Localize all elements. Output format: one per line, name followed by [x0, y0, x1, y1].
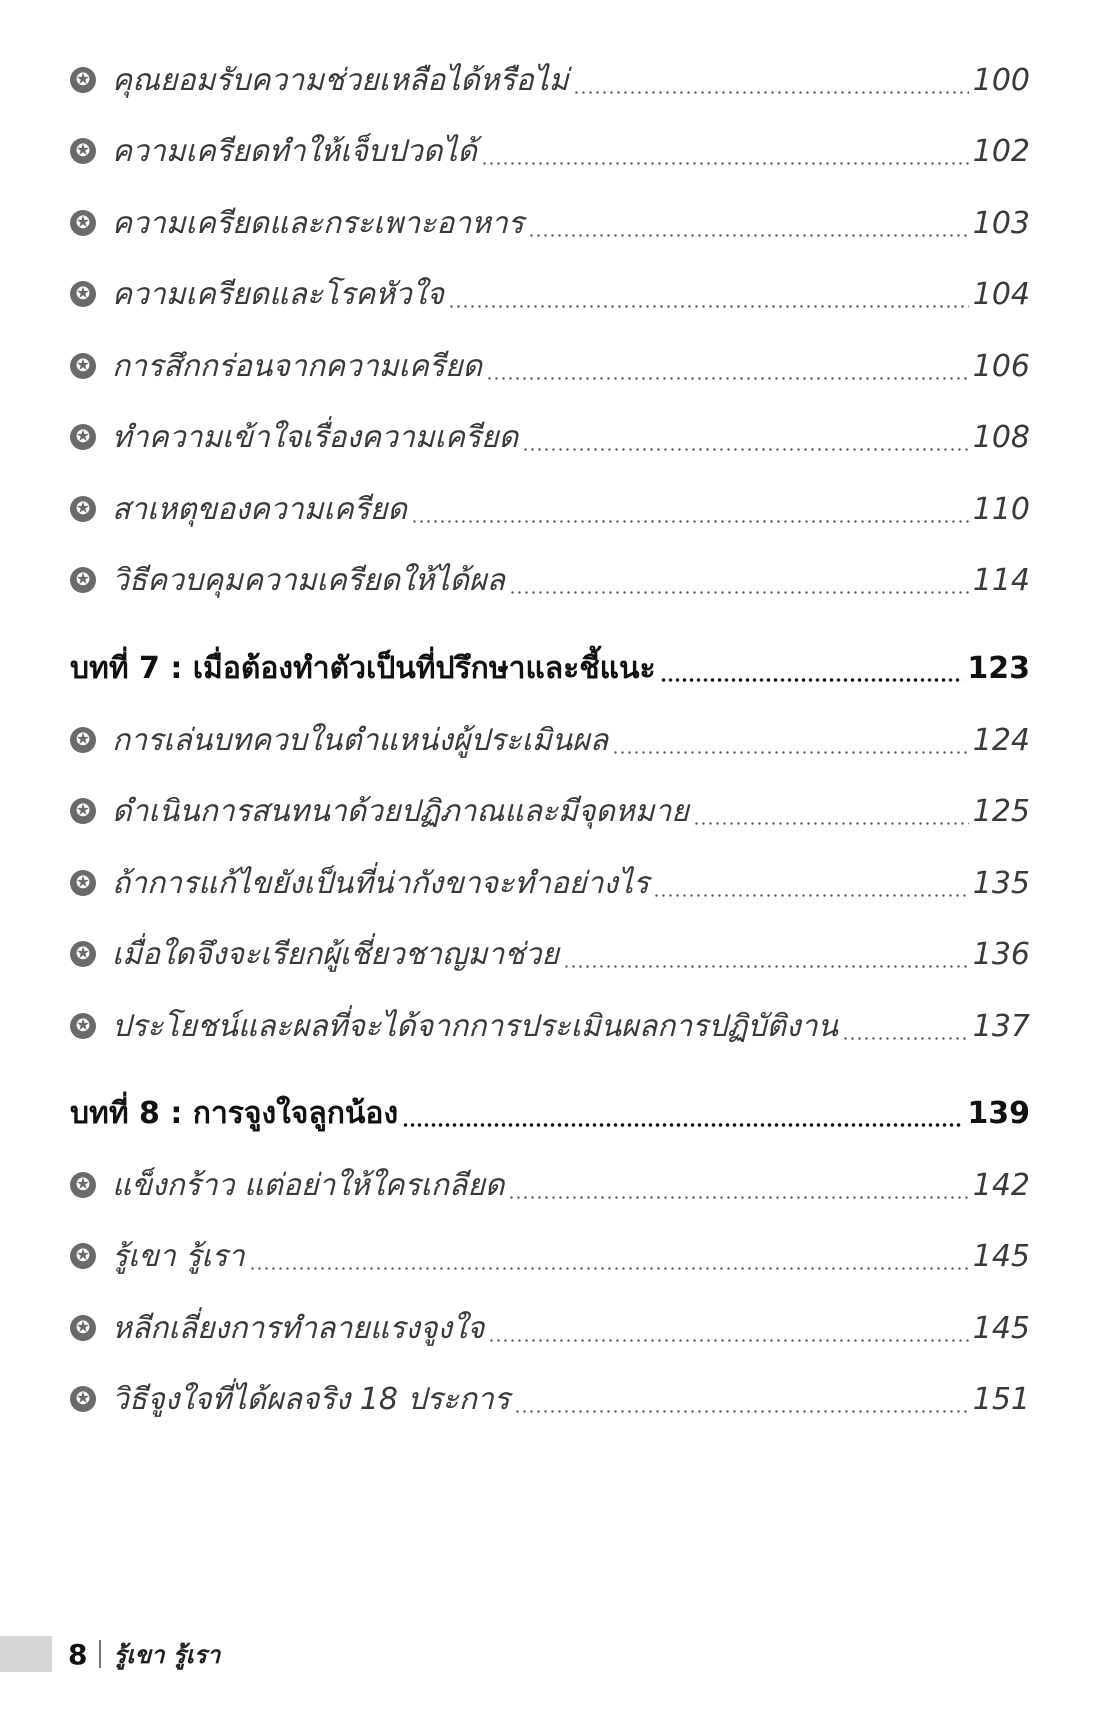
toc-entry-row: [70, 125, 1030, 177]
toc-entry-title: คุณยอมรับความช่วยเหลือได้หรือไม่: [112, 62, 569, 98]
toc-page-number: 145: [972, 1238, 1030, 1274]
dot-leader: [612, 751, 969, 754]
dot-leader: [481, 162, 969, 165]
toc-page-number: 106: [972, 348, 1030, 384]
toc-chapter-row: [70, 1087, 1030, 1139]
toc-entry-row: [70, 1000, 1030, 1052]
toc-page-number: 136: [972, 936, 1030, 972]
star-in-circle-icon: ✪: [70, 210, 96, 236]
toc-page-number: 103: [972, 205, 1030, 241]
toc-entry-title: ทำความเข้าใจเรื่องความเครียด: [112, 419, 519, 455]
toc-entry-row: [70, 483, 1030, 535]
toc-entry-title: สาเหตุของความเครียด: [112, 491, 407, 527]
toc-page-number: 151: [972, 1381, 1030, 1417]
star-in-circle-icon: ✪: [70, 798, 96, 824]
toc-entry-title: ความเครียดและโรคหัวใจ: [112, 276, 445, 312]
toc-entry-row: [70, 1302, 1030, 1354]
star-in-circle-icon: ✪: [70, 1315, 96, 1341]
toc-entry-title: หลีกเลี่ยงการทำลายแรงจูงใจ: [112, 1310, 485, 1346]
dot-leader: [514, 1410, 969, 1413]
toc-page-number: 137: [972, 1008, 1030, 1044]
toc-page-number: 145: [972, 1310, 1030, 1346]
footer-book-title: รู้เขา รู้เรา: [113, 1640, 221, 1669]
toc-entry-row: [70, 1373, 1030, 1425]
toc-page-number: 124: [972, 722, 1030, 758]
dot-leader: [522, 448, 969, 451]
toc-entry-title: ประโยชน์และผลที่จะได้จากการประเมินผลการปฏิบัติงาน: [112, 1008, 838, 1044]
toc-page-number: 108: [972, 419, 1030, 455]
dot-leader: [402, 1123, 963, 1127]
footer-tab-marker: [0, 1636, 52, 1672]
toc-page-number: 139: [967, 1095, 1030, 1131]
toc-entry-row: [70, 197, 1030, 249]
toc-entry-title: ดำเนินการสนทนาด้วยปฏิภาณและมีจุดหมาย: [112, 793, 689, 829]
star-in-circle-icon: ✪: [70, 496, 96, 522]
star-in-circle-icon: ✪: [70, 424, 96, 450]
footer-page-number: 8: [68, 1637, 88, 1671]
toc-entry-row: [70, 340, 1030, 392]
dot-leader: [509, 591, 969, 594]
toc-page-number: 100: [972, 62, 1030, 98]
toc-entry-title: วิธีจูงใจที่ได้ผลจริง 18 ประการ: [112, 1381, 510, 1417]
dot-leader: [508, 1196, 968, 1199]
toc-entry-row: [70, 857, 1030, 909]
toc-entry-row: [70, 54, 1030, 106]
toc-page-number: 110: [972, 491, 1030, 527]
toc-chapter-title: บทที่ 7 : เมื่อต้องทำตัวเป็นที่ปรึกษาและชี้แนะ: [70, 650, 656, 686]
toc-entry-title: การสึกกร่อนจากความเครียด: [112, 348, 483, 384]
toc-entry-row: [70, 1230, 1030, 1282]
toc-entry-row: [70, 268, 1030, 320]
toc-page-number: 102: [972, 133, 1030, 169]
toc-entry-title: ถ้าการแก้ไขยังเป็นที่น่ากังขาจะทำอย่างไร: [112, 865, 650, 901]
dot-leader: [528, 234, 969, 237]
page-footer: [0, 1634, 220, 1674]
toc-chapter-title: บทที่ 8 : การจูงใจลูกน้อง: [70, 1095, 399, 1131]
star-in-circle-icon: ✪: [70, 67, 96, 93]
toc-page-number: 123: [967, 650, 1030, 686]
star-in-circle-icon: ✪: [70, 138, 96, 164]
dot-leader: [486, 377, 969, 380]
toc-page-number: 135: [972, 865, 1030, 901]
toc-entry-row: [70, 554, 1030, 606]
star-in-circle-icon: ✪: [70, 353, 96, 379]
star-in-circle-icon: ✪: [70, 281, 96, 307]
toc-entry-row: [70, 714, 1030, 766]
toc-entry-title: เมื่อใดจึงจะเรียกผู้เชี่ยวชาญมาช่วย: [112, 936, 559, 972]
dot-leader: [563, 965, 969, 968]
dot-leader: [653, 894, 969, 897]
dot-leader: [448, 305, 969, 308]
dot-leader: [842, 1037, 969, 1040]
footer-divider: [99, 1640, 101, 1668]
toc-entry-title: ความเครียดทำให้เจ็บปวดได้: [112, 133, 477, 169]
toc-page-number: 104: [972, 276, 1030, 312]
dot-leader: [573, 91, 969, 94]
dot-leader: [411, 520, 969, 523]
star-in-circle-icon: ✪: [70, 1386, 96, 1412]
dot-leader: [660, 678, 964, 682]
toc-entry-title: แข็งกร้าว แต่อย่าให้ใครเกลียด: [112, 1167, 505, 1203]
dot-leader: [693, 822, 969, 825]
star-in-circle-icon: ✪: [70, 870, 96, 896]
star-in-circle-icon: ✪: [70, 1243, 96, 1269]
star-in-circle-icon: ✪: [70, 567, 96, 593]
dot-leader: [249, 1267, 969, 1270]
toc-page-number: 142: [972, 1167, 1030, 1203]
toc-entry-title: รู้เขา รู้เรา: [112, 1238, 245, 1274]
toc-entry-row: [70, 411, 1030, 463]
star-in-circle-icon: ✪: [70, 941, 96, 967]
toc-entry-row: [70, 928, 1030, 980]
star-in-circle-icon: ✪: [70, 1013, 96, 1039]
toc-entry-row: [70, 785, 1030, 837]
toc-entry-title: ความเครียดและกระเพาะอาหาร: [112, 205, 524, 241]
dot-leader: [488, 1339, 968, 1342]
toc-entry-title: วิธีควบคุมความเครียดให้ได้ผล: [112, 562, 505, 598]
star-in-circle-icon: ✪: [70, 727, 96, 753]
toc-entry-title: การเล่นบทควบในตำแหน่งผู้ประเมินผล: [112, 722, 609, 758]
toc-page-number: 114: [972, 562, 1030, 598]
toc-chapter-row: [70, 642, 1030, 694]
star-in-circle-icon: ✪: [70, 1172, 96, 1198]
toc-entry-row: [70, 1159, 1030, 1211]
toc-page-number: 125: [972, 793, 1030, 829]
